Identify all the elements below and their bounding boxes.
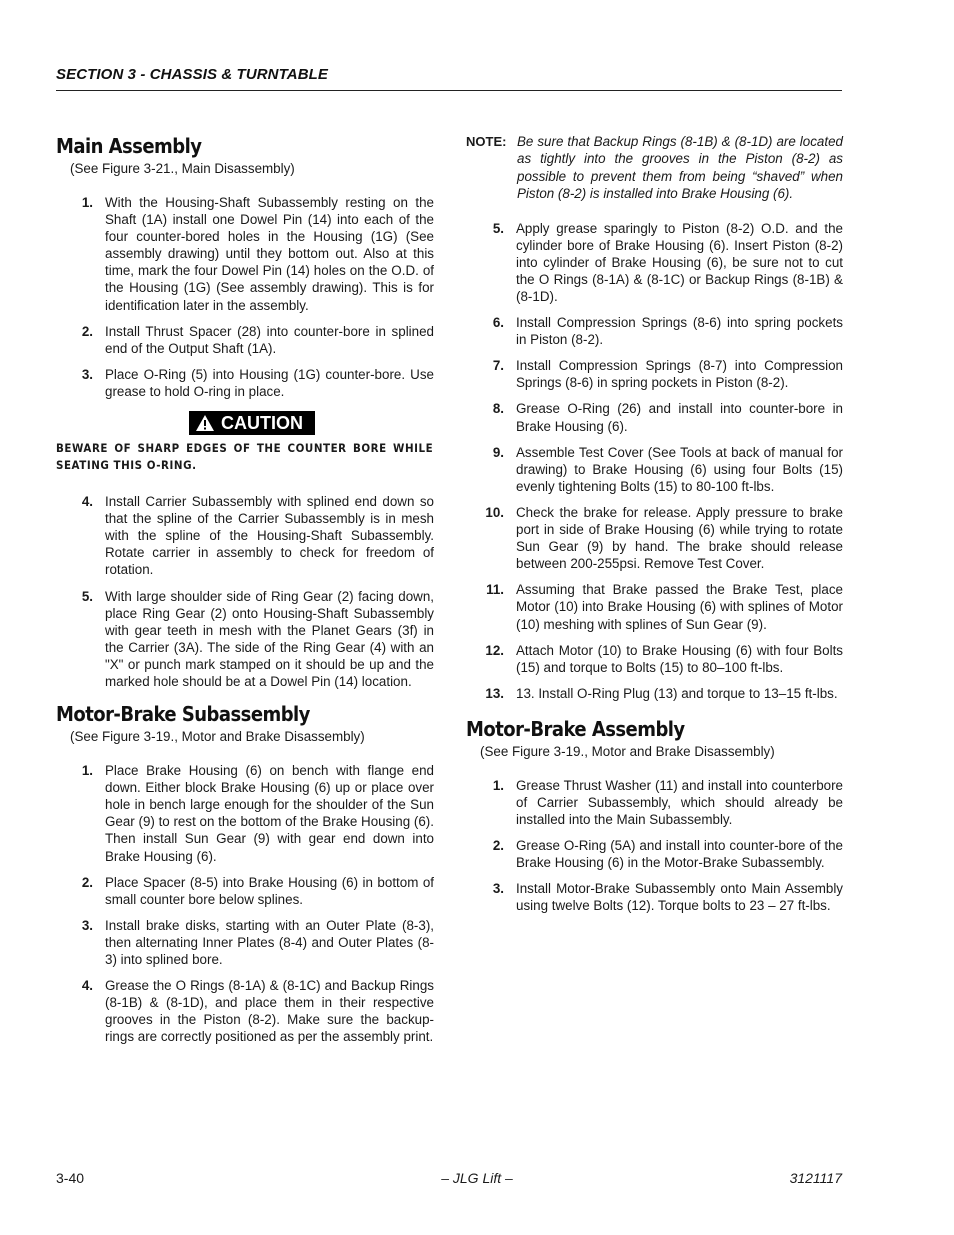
assembly-step-1: [467, 777, 843, 828]
step-text: Assuming that Brake passed the Brake Test, place Motor (10) into Brake Housing (6) with splines of Motor (10) meshing with splines of Sun Gear (9).: [516, 582, 843, 632]
step-text: Grease O-Ring (5A) and install into counter-bore of the Brake Housing (6) in the Motor-Brake Subassembly.: [516, 838, 843, 871]
caution-text: BEWARE OF SHARP EDGES OF THE COUNTER BORE WHILE SEATING THIS O-RING.: [56, 442, 434, 473]
page-number: 3-40: [56, 1170, 85, 1186]
step-number: 13.: [485, 685, 504, 701]
subassembly-step-11: [467, 581, 843, 632]
step-text: Grease the O Rings (8-1A) & (8-1C) and Backup Rings (8-1B) & (8-1D), and place them in their respective grooves in the Piston (8-2). Make sure the backup-rings are correctly positioned as per the assembly print.: [105, 978, 434, 1045]
step-number: 5.: [81, 588, 93, 604]
step-text: With the Housing-Shaft Subassembly resting on the Shaft (1A) install one Dowel Pin (14) into each of the four counter-bored holes in the Housing (1G) (See assembly drawing) until they bottom out. Also at this time, mark the four Dowel Pin (14) holes on the O.D. of the Housing (1G) (See assembly drawing). This is for identification later in the assembly.: [105, 195, 434, 313]
motor-brake-assembly-heading: Motor-Brake Assembly: [466, 716, 685, 741]
main-assembly-step-3: [56, 366, 434, 400]
step-number: 3.: [81, 917, 93, 933]
motor-brake-subassembly-steps: [56, 762, 434, 1045]
subassembly-step-1: [56, 762, 434, 865]
caution-label: CAUTION: [221, 413, 303, 434]
step-text: With large shoulder side of Ring Gear (2) facing down, place Ring Gear (2) onto Housing-Shaft Subassembly with gear teeth in mesh with the Planet Gears (3f) in the Carrier (3A). The side of the Ring Gear (4) with an "X" or punch mark stamped on it should be up and the marked hole should be at a Dowel Pin (14) location.: [105, 588, 434, 689]
main-assembly-step-4: [56, 493, 434, 578]
step-number: 9.: [492, 444, 504, 460]
step-text: Grease Thrust Washer (11) and install into counterbore of Carrier Subassembly, which should already be installed into the Main Subassembly.: [516, 777, 843, 828]
step-number: 7.: [492, 358, 504, 374]
main-assembly-figure-ref: (See Figure 3-21., Main Disassembly): [70, 161, 295, 176]
step-number: 3.: [492, 881, 504, 897]
footer-brand: – JLG Lift –: [441, 1170, 513, 1186]
motor-brake-assembly-steps: [467, 777, 843, 915]
motor-brake-subassembly-steps-continued: [467, 220, 843, 702]
step-number: 1.: [492, 777, 504, 793]
step-text: Install Thrust Spacer (28) into counter-bore in splined end of the Output Shaft (1A).: [105, 323, 434, 356]
step-text: Install Carrier Subassembly with splined end down so that the spline of the Carrier Subassembly is in mesh with the spline of the Housing-Shaft Subassembly. Rotate carrier in assembly to check for freedom of rotation.: [105, 494, 434, 578]
step-text: Install Motor-Brake Subassembly onto Main Assembly using twelve Bolts (12). Torque bolts to 23 – 27 ft-lbs.: [516, 881, 843, 914]
assembly-step-3: [467, 880, 843, 914]
step-text: Place Brake Housing (6) on bench with flange end down. Either block Brake Housing (6) up or place over hole in bench large enough for the shoulder of the Sun Gear (9) to rest on the bottom of the Brake Housing (6). Then install Sun Gear (9) with gear end down into Brake Housing (6).: [105, 763, 434, 864]
motor-brake-subassembly-heading: Motor-Brake Subassembly: [56, 702, 310, 727]
step-number: 1.: [81, 195, 93, 210]
subassembly-step-10: [467, 504, 843, 572]
subassembly-step-12: [467, 642, 843, 676]
motor-brake-subassembly-figure-ref: (See Figure 3-19., Motor and Brake Disassembly): [70, 729, 365, 745]
step-number: 5.: [492, 220, 504, 236]
step-number: 2.: [492, 838, 504, 854]
step-number: 6.: [492, 315, 504, 331]
section-title: SECTION 3 - CHASSIS & TURNTABLE: [56, 66, 329, 83]
step-text: Place O-Ring (5) into Housing (1G) counter-bore. Use grease to hold O-ring in place.: [105, 366, 434, 399]
subassembly-step-9: [467, 444, 843, 495]
subassembly-step-4: [56, 977, 434, 1045]
step-number: 4.: [81, 978, 93, 994]
step-number: 10.: [485, 504, 504, 520]
step-number: 11.: [486, 582, 504, 598]
main-assembly-step-1: [56, 194, 434, 314]
left-column: [56, 133, 434, 1054]
step-number: 2.: [81, 874, 93, 890]
step-text: Install Compression Springs (8-7) into Compression Springs (8-6) in spring pockets in Piston (8-2).: [516, 358, 843, 391]
subassembly-step-13: [467, 685, 843, 702]
motor-brake-assembly-figure-ref: (See Figure 3-19., Motor and Brake Disassembly): [480, 743, 775, 759]
subassembly-step-5: [467, 220, 843, 305]
caution-banner: [56, 411, 434, 435]
subassembly-step-8: [467, 400, 843, 434]
step-text: Apply grease sparingly to Piston (8-2) O.D. and the cylinder bore of Brake Housing (6). Insert Piston (8-2) into cylinder of Brake Housing (6), be sure not to cut the O Rings (8-1A) & (8-1C) or Backup Rings (8-1B) & (8-1D).: [516, 220, 843, 304]
step-number: 2.: [81, 323, 93, 339]
note-label: NOTE:: [466, 134, 507, 149]
subassembly-step-7: [467, 357, 843, 391]
caution-badge: [189, 411, 315, 435]
note-text: Be sure that Backup Rings (8-1B) & (8-1D) are located as tightly into the grooves in the Piston (8-2) as possible to prevent them from being “shaved” when Piston (8-2) is installed into Brake Housing (6).: [517, 134, 843, 202]
step-text: 13. Install O-Ring Plug (13) and torque to 13–15 ft-lbs.: [516, 685, 838, 701]
subassembly-step-6: [467, 314, 843, 348]
step-text: Install Compression Springs (8-6) into spring pockets in Piston (8-2).: [516, 315, 843, 348]
step-text: Check the brake for release. Apply pressure to brake port in side of Brake Housing (6) while trying to rotate Sun Gear (9) by hand. The brake should release between 200-255psi. Remove Test Cover.: [516, 504, 843, 572]
step-number: 4.: [81, 494, 93, 510]
step-number: 8.: [492, 401, 504, 417]
step-text: Grease O-Ring (26) and install into counter-bore in Brake Housing (6).: [516, 401, 843, 434]
page-header: [56, 66, 842, 91]
warning-triangle-icon: [195, 414, 215, 432]
step-number: 3.: [81, 366, 93, 382]
main-assembly-step-2: [56, 323, 434, 357]
step-text: Place Spacer (8-5) into Brake Housing (6) in bottom of small counter bore below splines.: [105, 874, 434, 907]
assembly-step-2: [467, 837, 843, 871]
step-number: 1.: [81, 763, 93, 779]
main-assembly-steps-continued: [56, 493, 434, 690]
main-assembly-step-5: [56, 588, 434, 691]
document-number: 3121117: [789, 1170, 842, 1186]
subassembly-step-2: [56, 874, 434, 908]
step-number: 12.: [485, 642, 504, 658]
step-text: Install brake disks, starting with an Outer Plate (8-3), then alternating Inner Plates (8-4) and Outer Plates (8-3) into splined bore.: [105, 917, 434, 967]
note-block: [466, 133, 843, 203]
subassembly-step-3: [56, 917, 434, 968]
step-text: Assemble Test Cover (See Tools at back of manual for drawing) to Brake Housing (6) using four Bolts (15) evenly tightening Bolts (15) to 80-100 ft-lbs.: [516, 444, 843, 494]
right-column: [466, 133, 843, 924]
main-assembly-heading: Main Assembly: [56, 134, 202, 158]
step-text: Attach Motor (10) to Brake Housing (6) with four Bolts (15) and torque to Bolts (15) to 80–100 ft-lbs.: [516, 642, 843, 675]
main-assembly-steps: [56, 194, 434, 400]
